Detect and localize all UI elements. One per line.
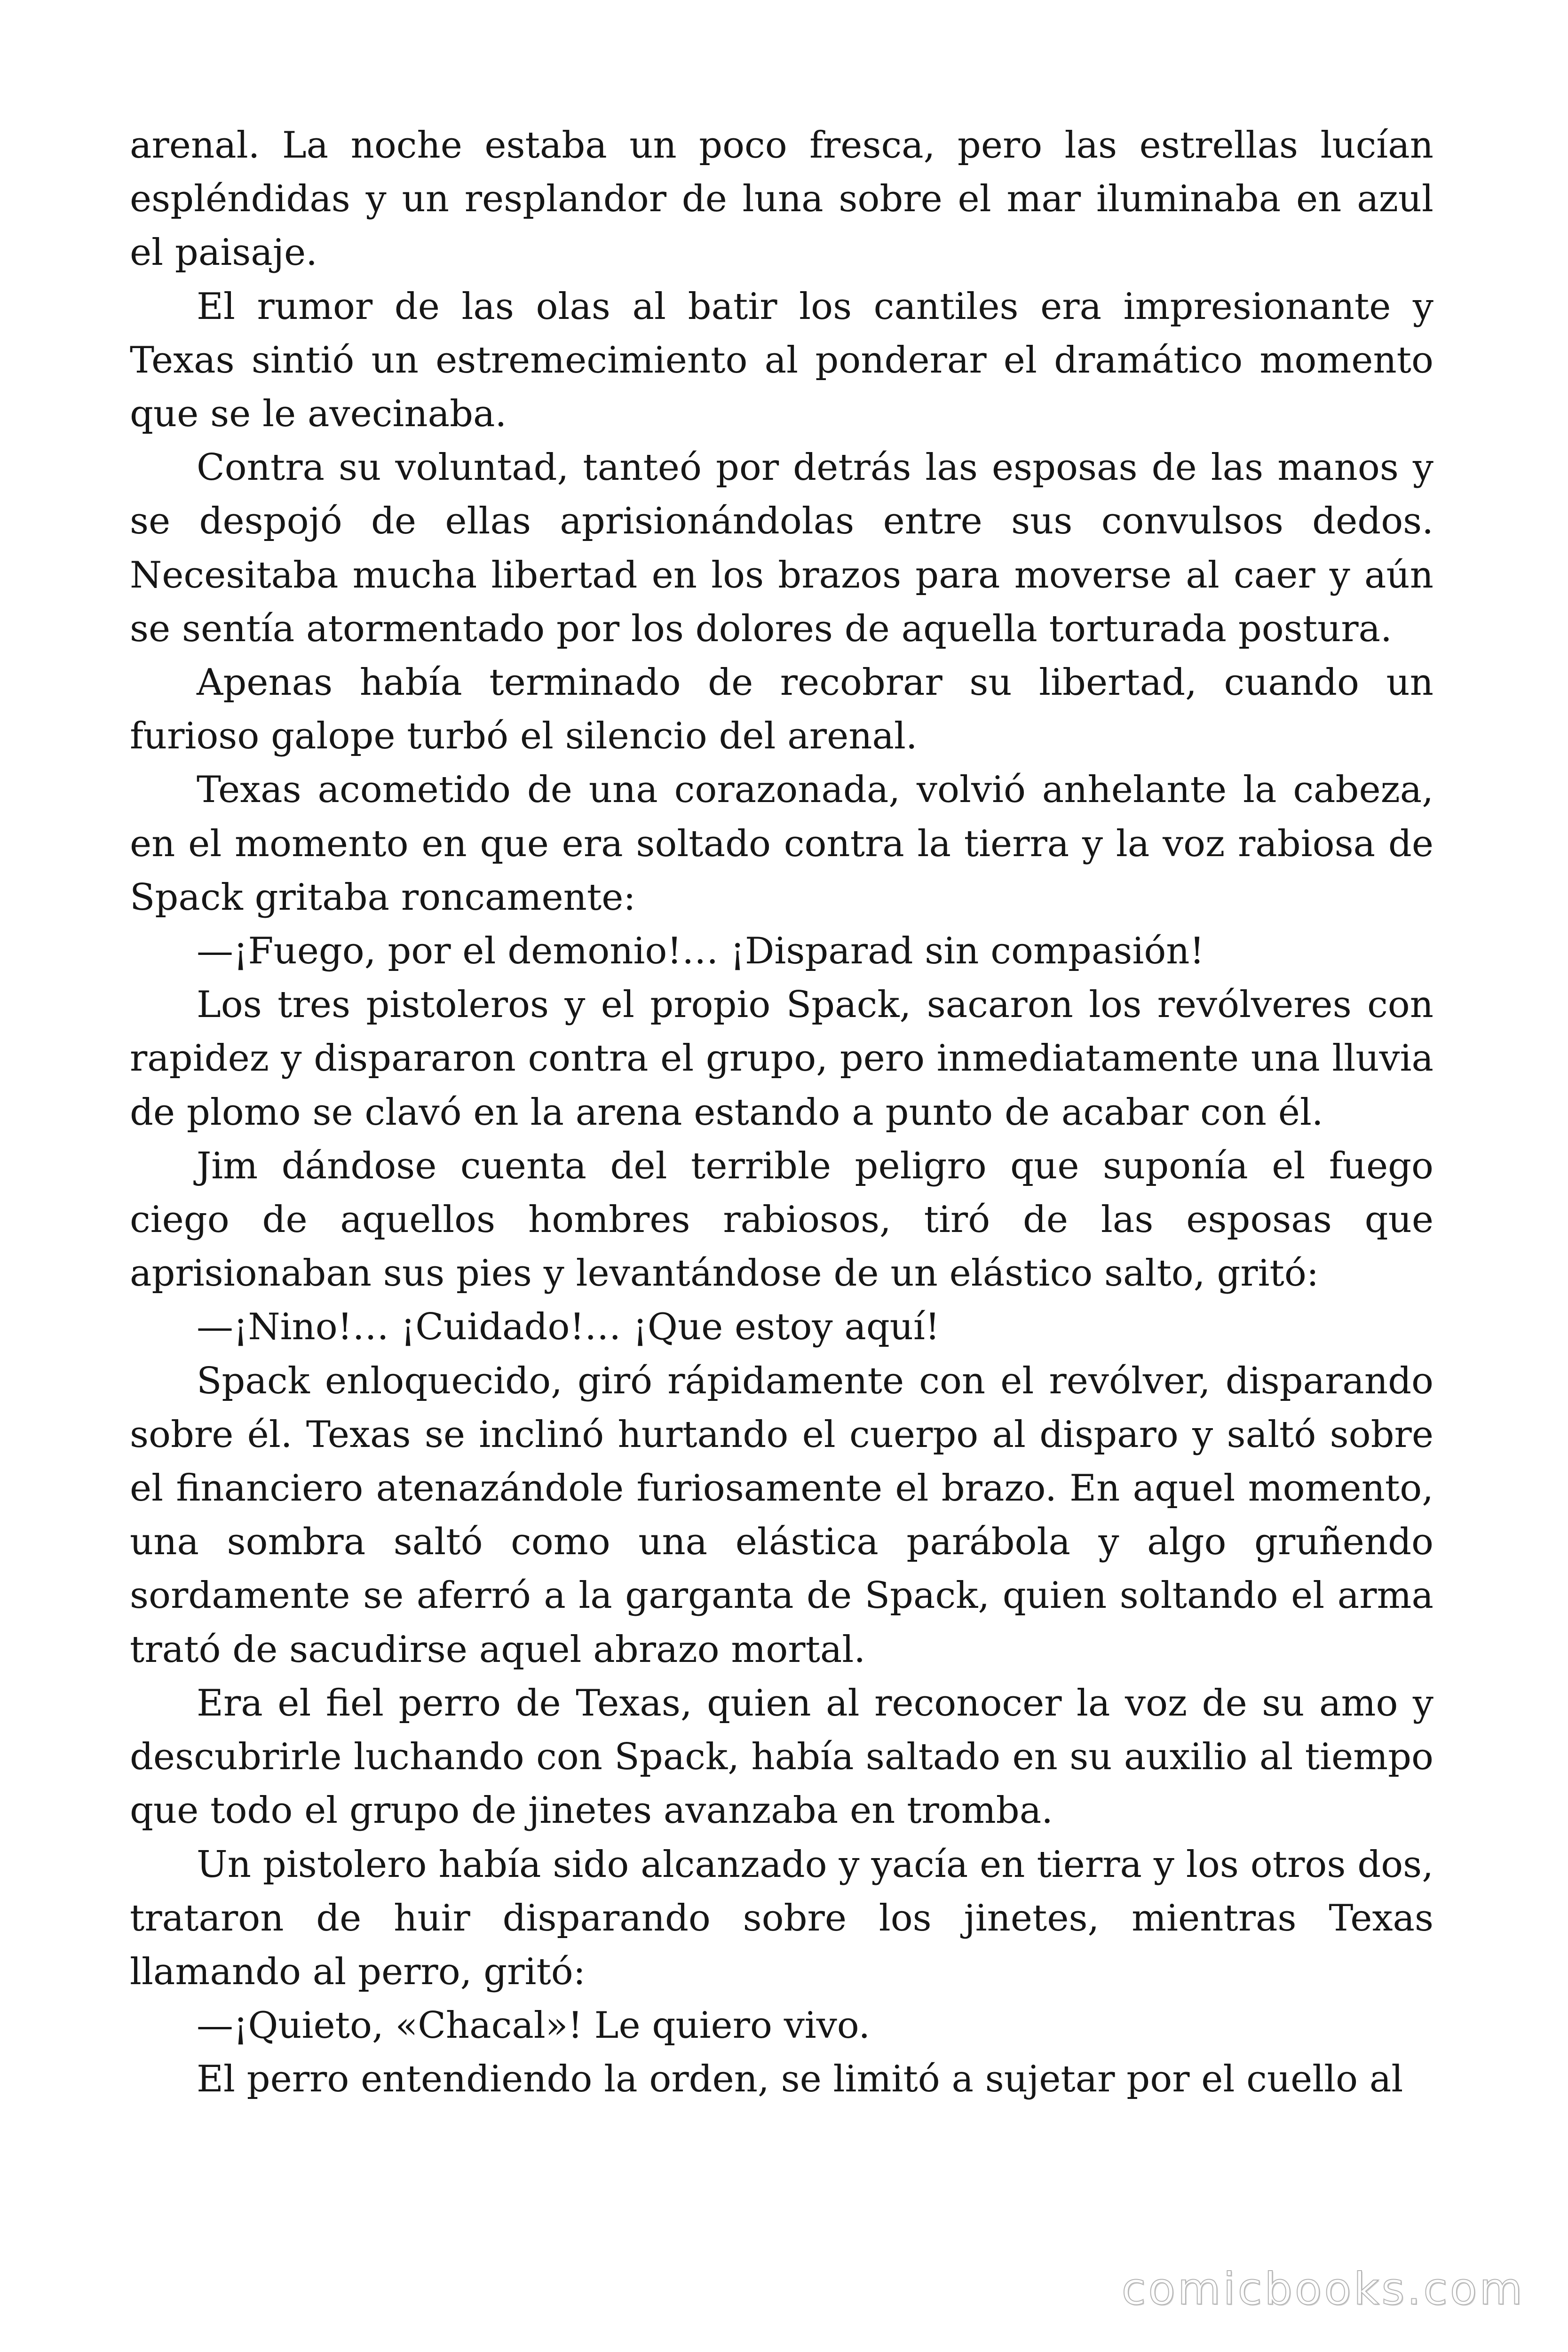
paragraph: Texas acometido de una corazonada, volvió anhelante la cabeza, en el momento en que era soltado contra la tierra y la voz rabiosa de Spack gritaba roncamente: (130, 769, 1433, 919)
paragraph: Los tres pistoleros y el propio Spack, sacaron los revólveres con rapidez y dispararon contra el grupo, pero inmediatamente una lluvia de plomo se clavó en la arena estando a punto de acabar con él. (130, 984, 1433, 1134)
paragraph: Jim dándose cuenta del terrible peligro que suponía el fuego ciego de aquellos hombres rabiosos, tiró de las esposas que aprisionaban sus pies y levantándose de un elástico salto, gritó: (130, 1144, 1433, 1295)
paragraph: Spack enloquecido, giró rápidamente con el revólver, disparando sobre él. Texas se inclinó hurtando el cuerpo al disparo y saltó sobre el financiero atenazándole furiosamente el brazo. En aquel momento, una sombra saltó como una elástica parábola y algo gruñendo sordamente se aferró a la garganta de Spack, quien soltando el arma trató de sacudirse aquel abrazo mortal. (130, 1359, 1433, 1671)
dialogue-line: —¡Fuego, por el demonio!… ¡Disparad sin compasión! (197, 930, 1204, 973)
watermark: comicbooks.com (1121, 2264, 1525, 2315)
paragraph: Contra su voluntad, tanteó por detrás las esposas de las manos y se despojó de ellas aprisionándolas entre sus convulsos dedos. Necesitaba mucha libertad en los brazos para moverse al caer y aún se sentía atormentado por los dolores de aquella torturada postura. (130, 446, 1433, 650)
dialogue-line: —¡Nino!… ¡Cuidado!… ¡Que estoy aquí! (197, 1306, 940, 1349)
dialogue-line: —¡Quieto, «Chacal»! Le quiero vivo. (197, 2004, 871, 2047)
paragraph: Era el fiel perro de Texas, quien al reconocer la voz de su amo y descubrirle luchando con Spack, había saltado en su auxilio al tiempo que todo el grupo de jinetes avanzaba en tromba. (130, 1682, 1433, 1832)
body-text (130, 119, 1433, 2106)
paragraph: Apenas había terminado de recobrar su libertad, cuando un furioso galope turbó el silencio del arenal. (130, 661, 1433, 758)
paragraph: El perro entendiendo la orden, se limitó a sujetar por el cuello al (197, 2058, 1403, 2101)
paragraph-continued: arenal. La noche estaba un poco fresca, pero las estrellas lucían espléndidas y un resplandor de luna sobre el mar iluminaba en azul el paisaje. (130, 124, 1433, 274)
paragraph: El rumor de las olas al batir los cantiles era impresionante y Texas sintió un estremecimiento al ponderar el dramático momento que se le avecinaba. (130, 285, 1433, 436)
paragraph: Un pistolero había sido alcanzado y yacía en tierra y los otros dos, trataron de huir disparando sobre los jinetes, mientras Texas llamando al perro, gritó: (130, 1843, 1433, 1993)
